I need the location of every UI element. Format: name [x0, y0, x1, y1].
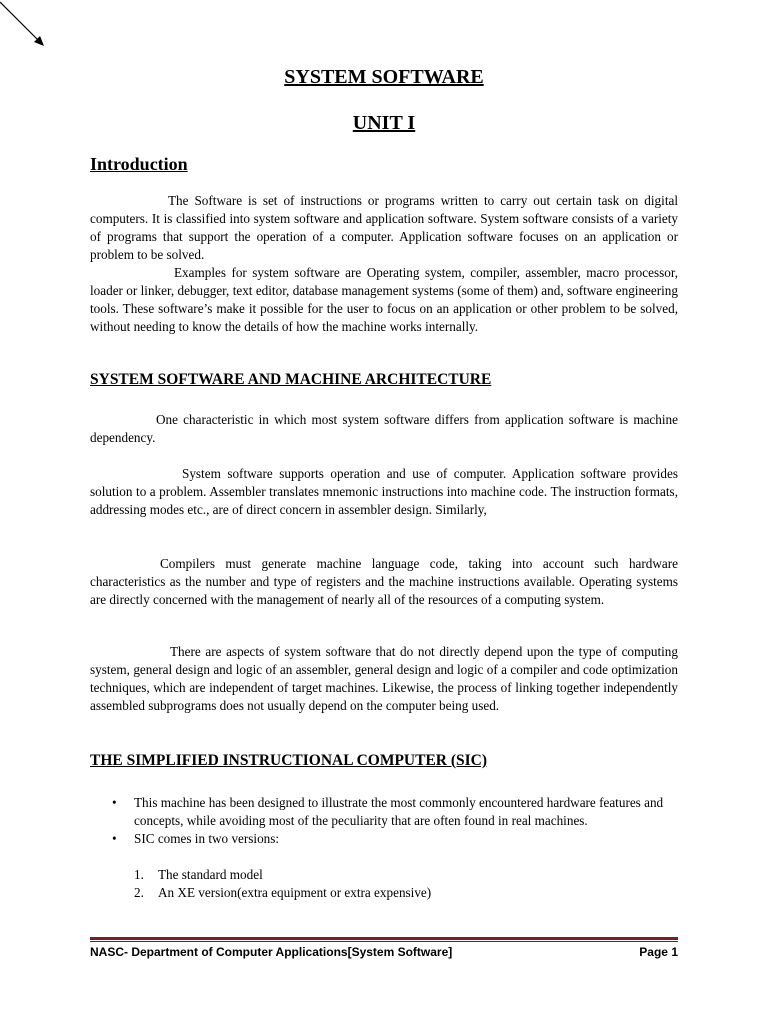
footer-divider-thin	[90, 941, 678, 942]
sic-version-list	[90, 866, 670, 902]
list-item: • SIC comes in two versions:	[90, 830, 670, 848]
footer-department: NASC- Department of Computer Applications[System Software]	[90, 945, 453, 959]
list-item: 2. An XE version(extra equipment or extra expensive)	[134, 885, 432, 900]
arch-paragraph-2: System software supports operation and use of computer. Application software provides solution to a problem. Assembler translates mnemonic instructions into machine code. The instruction formats, addressing modes etc., are of direct concern in assembler design. Similarly,	[90, 466, 678, 517]
page-number: Page 1	[639, 945, 678, 959]
introduction-heading: Introduction	[90, 154, 188, 174]
sic-bullet-list	[90, 794, 670, 848]
arch-paragraph-1: One characteristic in which most system software differs from application software is machine dependency.	[90, 412, 678, 445]
unit-heading: UNIT I	[352, 112, 416, 134]
machine-architecture-heading: SYSTEM SOFTWARE AND MACHINE ARCHITECTURE	[90, 371, 492, 388]
document-title: SYSTEM SOFTWARE	[284, 66, 484, 88]
arch-paragraph-3: Compilers must generate machine language code, taking into account such hardware characteristics as the number and type of registers and the machine instructions available. Operating systems are directly concerned with the management of nearly all of the resources of a computing system.	[90, 556, 678, 607]
arrow-icon	[0, 0, 60, 60]
arch-paragraph-4: There are aspects of system software that do not directly depend upon the type of computing system, general design and logic of an assembler, general design and logic of a compiler and code optimization techniques, which are independent of target machines. Likewise, the process of linking together independently assembled subprograms does not usually depend on the computer being used.	[90, 644, 678, 713]
list-item: • This machine has been designed to illustrate the most commonly encountered hardware features and concepts, while avoiding most of the peculiarity that are often found in real machines.	[90, 794, 670, 830]
intro-paragraph-2: Examples for system software are Operating system, compiler, assembler, macro processor, loader or linker, debugger, text editor, database management systems (some of them) and, software engineering tools. These software’s make it possible for the user to focus on an application or other problem to be solved, without needing to know the details of how the machine works internally.	[90, 265, 678, 334]
list-item: 1. The standard model	[134, 867, 263, 882]
sic-heading: THE SIMPLIFIED INSTRUCTIONAL COMPUTER (SIC)	[90, 752, 488, 769]
intro-paragraph-1: The Software is set of instructions or programs written to carry out certain task on digital computers. It is classified into system software and application software. System software consists of a variety of programs that support the operation of a computer. Application software focuses on an application or problem to be solved.	[90, 193, 678, 262]
footer-divider	[90, 937, 678, 940]
